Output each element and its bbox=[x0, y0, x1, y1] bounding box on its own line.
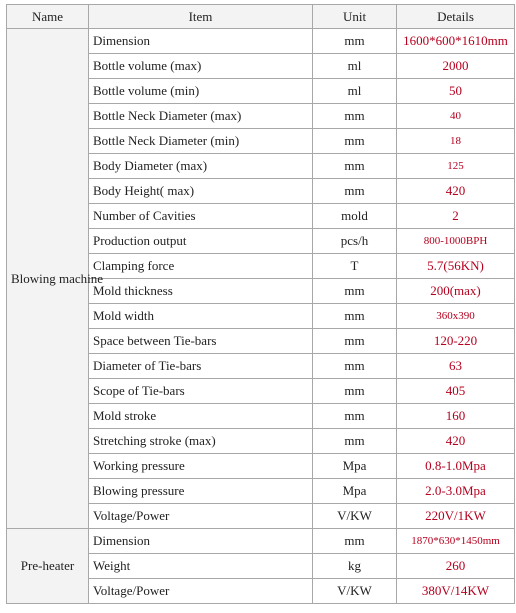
row-details: 260 bbox=[397, 554, 515, 579]
header-details: Details bbox=[397, 5, 515, 29]
row-item: Diameter of Tie-bars bbox=[89, 354, 313, 379]
header-unit: Unit bbox=[313, 5, 397, 29]
row-item: Bottle Neck Diameter (max) bbox=[89, 104, 313, 129]
row-unit: mm bbox=[313, 429, 397, 454]
header-row bbox=[7, 5, 515, 29]
row-details: 63 bbox=[397, 354, 515, 379]
row-details: 420 bbox=[397, 179, 515, 204]
row-unit: mm bbox=[313, 29, 397, 54]
row-unit: mm bbox=[313, 279, 397, 304]
row-unit: ml bbox=[313, 79, 397, 104]
row-details: 380V/14KW bbox=[397, 579, 515, 604]
row-details: 5.7(56KN) bbox=[397, 254, 515, 279]
row-item: Production output bbox=[89, 229, 313, 254]
header-name: Name bbox=[7, 5, 89, 29]
group-name: Pre-heater bbox=[7, 529, 89, 604]
row-unit: V/KW bbox=[313, 579, 397, 604]
row-item: Stretching stroke (max) bbox=[89, 429, 313, 454]
row-details: 420 bbox=[397, 429, 515, 454]
spec-table bbox=[6, 4, 515, 604]
row-unit: mm bbox=[313, 329, 397, 354]
row-item: Dimension bbox=[89, 29, 313, 54]
row-details: 0.8-1.0Mpa bbox=[397, 454, 515, 479]
row-item: Bottle volume (max) bbox=[89, 54, 313, 79]
row-details: 2 bbox=[397, 204, 515, 229]
row-details: 160 bbox=[397, 404, 515, 429]
row-item: Bottle Neck Diameter (min) bbox=[89, 129, 313, 154]
row-details: 125 bbox=[397, 154, 515, 179]
row-item: Body Diameter (max) bbox=[89, 154, 313, 179]
row-unit: mm bbox=[313, 354, 397, 379]
row-unit: ml bbox=[313, 54, 397, 79]
row-unit: Mpa bbox=[313, 454, 397, 479]
row-details: 120-220 bbox=[397, 329, 515, 354]
row-item: Mold stroke bbox=[89, 404, 313, 429]
row-details: 800-1000BPH bbox=[397, 229, 515, 254]
row-item: Voltage/Power bbox=[89, 504, 313, 529]
row-details: 220V/1KW bbox=[397, 504, 515, 529]
row-details: 1870*630*1450mm bbox=[397, 529, 515, 554]
row-unit: mm bbox=[313, 129, 397, 154]
row-item: Voltage/Power bbox=[89, 579, 313, 604]
row-item: Mold thickness bbox=[89, 279, 313, 304]
row-item: Weight bbox=[89, 554, 313, 579]
table-row bbox=[7, 29, 515, 54]
row-item: Clamping force bbox=[89, 254, 313, 279]
row-details: 2.0-3.0Mpa bbox=[397, 479, 515, 504]
row-unit: mm bbox=[313, 304, 397, 329]
row-unit: mm bbox=[313, 104, 397, 129]
row-item: Dimension bbox=[89, 529, 313, 554]
row-details: 405 bbox=[397, 379, 515, 404]
row-item: Number of Cavities bbox=[89, 204, 313, 229]
row-unit: pcs/h bbox=[313, 229, 397, 254]
row-details: 360x390 bbox=[397, 304, 515, 329]
row-details: 18 bbox=[397, 129, 515, 154]
row-item: Scope of Tie-bars bbox=[89, 379, 313, 404]
row-item: Body Height( max) bbox=[89, 179, 313, 204]
row-item: Space between Tie-bars bbox=[89, 329, 313, 354]
row-details: 50 bbox=[397, 79, 515, 104]
row-unit: kg bbox=[313, 554, 397, 579]
group-name: Blowing machine bbox=[7, 29, 89, 529]
row-unit: V/KW bbox=[313, 504, 397, 529]
row-item: Blowing pressure bbox=[89, 479, 313, 504]
row-details: 40 bbox=[397, 104, 515, 129]
row-unit: mm bbox=[313, 379, 397, 404]
row-item: Mold width bbox=[89, 304, 313, 329]
row-details: 200(max) bbox=[397, 279, 515, 304]
row-unit: T bbox=[313, 254, 397, 279]
row-unit: mm bbox=[313, 529, 397, 554]
header-item: Item bbox=[89, 5, 313, 29]
spec-body bbox=[7, 29, 515, 604]
row-item: Working pressure bbox=[89, 454, 313, 479]
row-details: 2000 bbox=[397, 54, 515, 79]
row-unit: mm bbox=[313, 154, 397, 179]
row-unit: mm bbox=[313, 179, 397, 204]
row-unit: mm bbox=[313, 404, 397, 429]
row-item: Bottle volume (min) bbox=[89, 79, 313, 104]
row-unit: mold bbox=[313, 204, 397, 229]
table-row bbox=[7, 529, 515, 554]
row-unit: Mpa bbox=[313, 479, 397, 504]
row-details: 1600*600*1610mm bbox=[397, 29, 515, 54]
